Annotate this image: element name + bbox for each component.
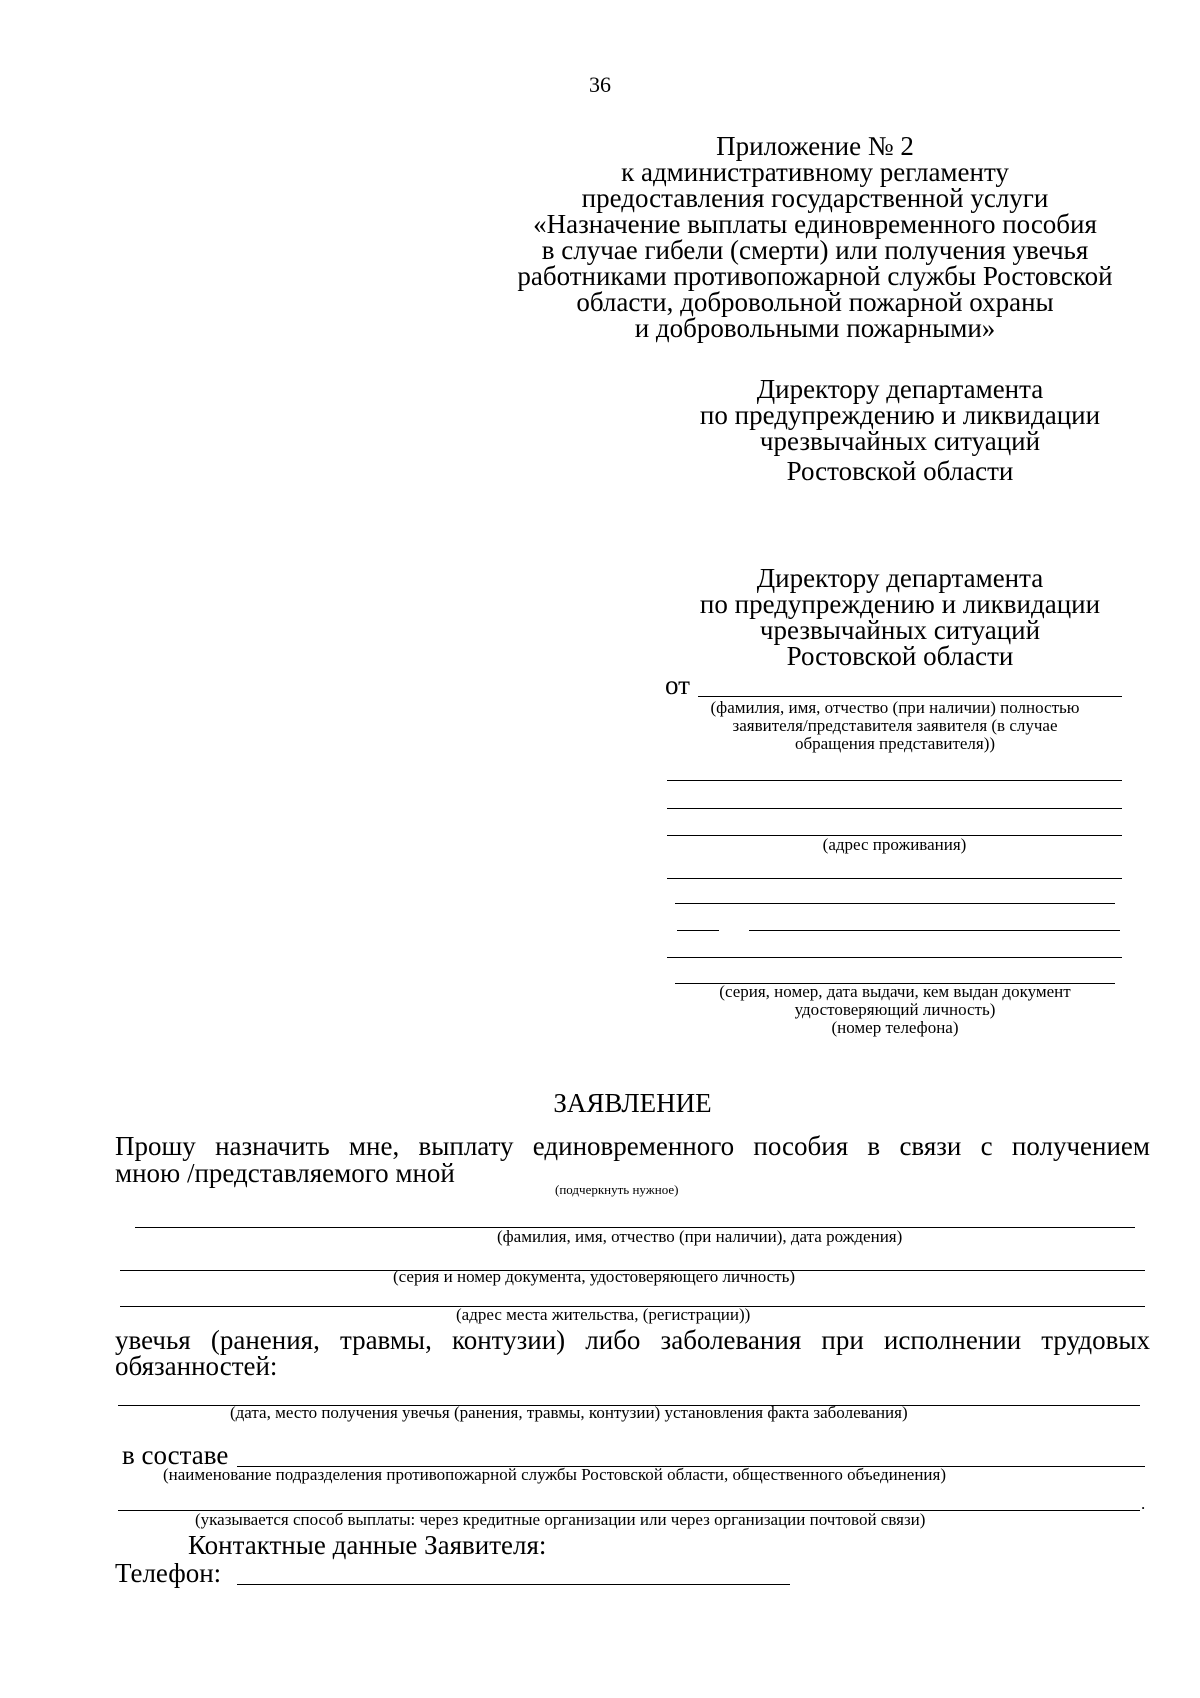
underline-hint: (подчеркнуть нужное) [555,1182,679,1197]
appendix-line: области, добровольной пожарной охраны [576,287,1054,317]
document-field-line[interactable] [677,930,719,931]
document-field-line[interactable] [667,957,1122,958]
document-field-line[interactable] [749,930,1120,931]
request-line-1: Прошу назначить мне, выплату единовременного пособия в связи с получением [115,1131,1150,1161]
statement-title: ЗАЯВЛЕНИЕ [553,1088,712,1118]
phone-field-line[interactable] [237,1584,790,1585]
addressee-line: Ростовской области [786,456,1014,486]
injury-line-1: увечья (ранения, травмы, контузии) либо заболевания при исполнении трудовых [115,1325,1150,1355]
composition-hint: (наименование подразделения противопожарной службы Ростовской области, общественного объединения) [163,1465,947,1484]
address-field-line[interactable] [667,780,1122,781]
appendix-line: «Назначение выплаты единовременного пособия [533,209,1097,239]
request-line-2: мною /представляемого мной [115,1158,455,1188]
from-label: от [665,670,690,700]
period-mark: . [1141,1494,1146,1513]
payment-hint: (указывается способ выплаты: через кредитные организации или через организации почтовой связи) [195,1510,926,1529]
appendix-block [500,133,1130,341]
page-number: 36 [589,72,611,97]
addressee-line: по предупреждению и ликвидации [699,400,1101,430]
addressee-line: по предупреждению и ликвидации [699,589,1101,619]
phone-label: Телефон: [115,1558,222,1588]
fio-hint: (фамилия, имя, отчество (при наличии), дата рождения) [497,1227,903,1246]
composition-label: в составе [122,1440,229,1470]
residence-hint: (адрес места жительства, (регистрации)) [456,1305,751,1324]
appendix-line: в случае гибели (смерти) или получения увечья [541,235,1089,265]
addressee-block-2 [660,565,1140,669]
injury-hint: (дата, место получения увечья (ранения, травмы, контузии) установления факта заболевания) [230,1403,908,1422]
address-field-line[interactable] [667,808,1122,809]
addressee-line: чрезвычайных ситуаций [759,426,1041,456]
appendix-line: к административному регламенту [621,157,1009,187]
addressee-block-1 [660,376,1140,484]
from-hint: (фамилия, имя, отчество (при наличии) полностью заявителя/представителя заявителя (в случае обращения представителя)) [710,698,1080,753]
document-field-line[interactable] [667,878,1122,879]
contacts-label: Контактные данные Заявителя: [188,1530,547,1560]
addressee-line: Директору департамента [756,563,1044,593]
addressee-line: Директору департамента [756,374,1044,404]
appendix-title: Приложение № 2 [716,131,914,161]
doc-hint: (серия и номер документа, удостоверяющего личность) [393,1267,796,1286]
appendix-line: предоставления государственной услуги [581,183,1049,213]
appendix-line: и добровольными пожарными» [634,313,996,343]
address-hint: (адрес проживания) [822,835,967,854]
addressee-line: чрезвычайных ситуаций [759,615,1041,645]
document-hint: (серия, номер, дата выдачи, кем выдан документ удостоверяющий личность) (номер телефона) [719,982,1071,1037]
addressee-line: Ростовской области [786,641,1014,671]
document-field-line[interactable] [675,903,1115,904]
from-field-line[interactable] [698,696,1122,697]
appendix-line: работниками противопожарной службы Ростовской [517,261,1113,291]
injury-line-2: обязанностей: [115,1351,278,1381]
